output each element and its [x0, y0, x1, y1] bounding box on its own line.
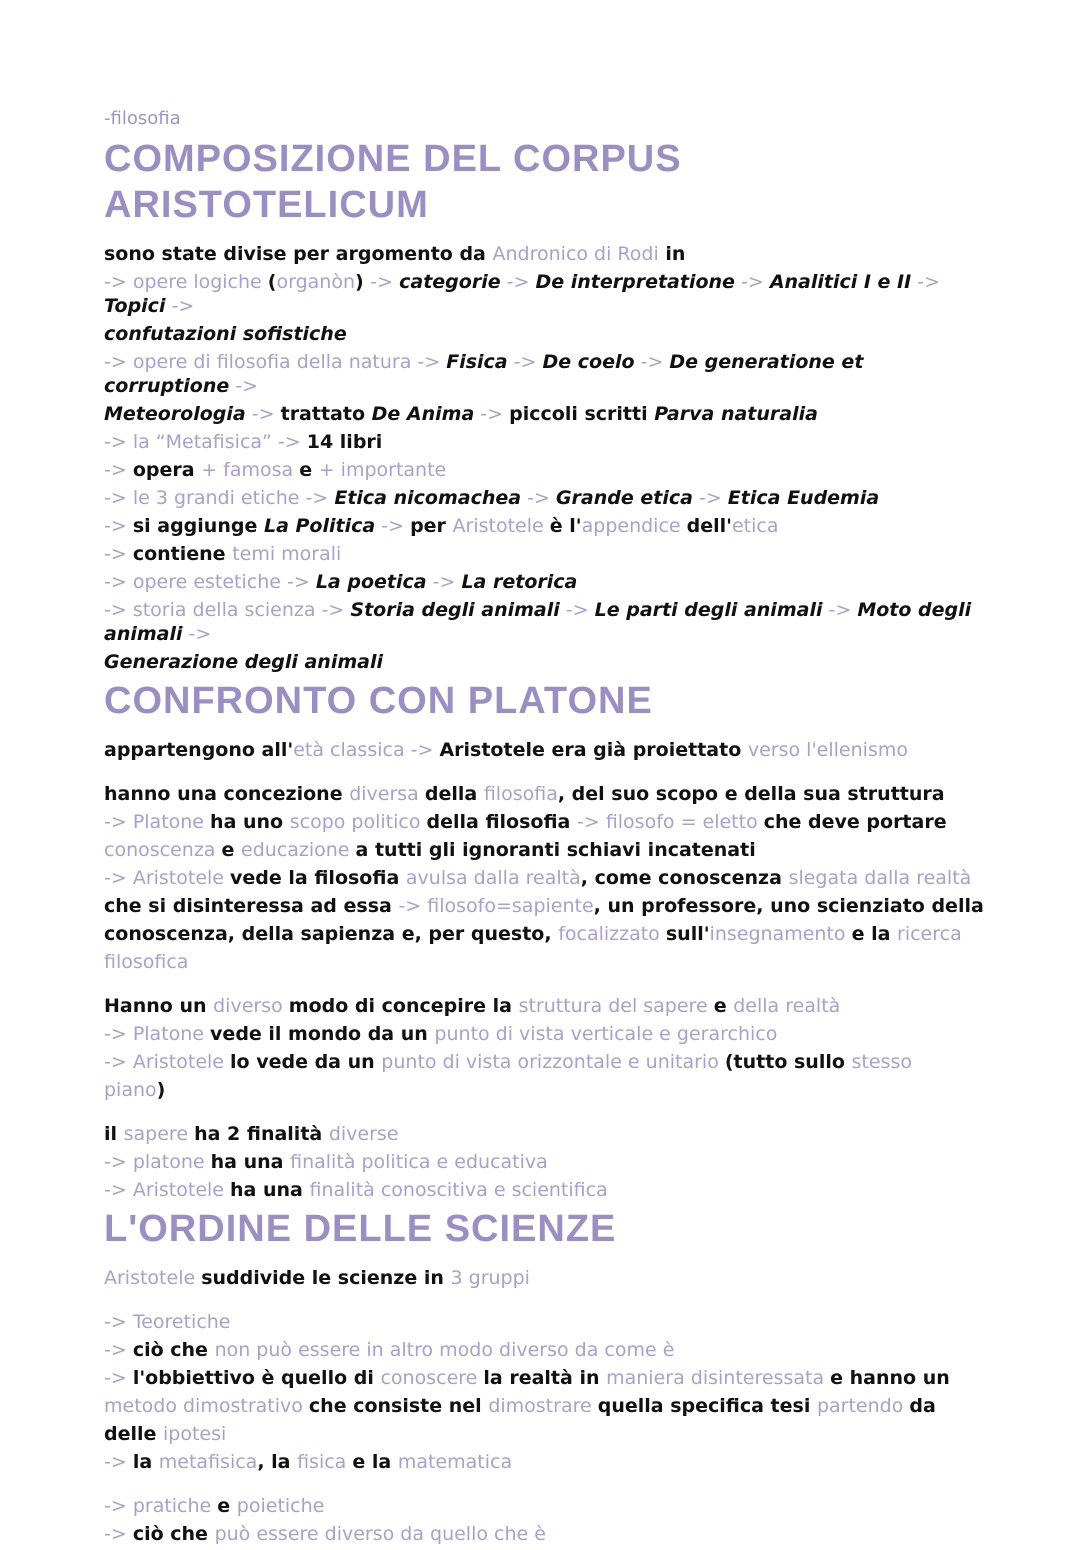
note-text: ciò che	[132, 1339, 215, 1361]
note-line	[104, 1266, 984, 1290]
note-text: Aristotele era già proiettato	[439, 739, 748, 761]
highlight-text: ->	[426, 571, 462, 593]
highlight-text: temi morali	[232, 543, 342, 565]
note-text: , la	[257, 1451, 298, 1473]
note-text: Grande etica	[555, 487, 693, 509]
section-title-corpus: COMPOSIZIONE DEL CORPUS ARISTOTELICUM	[104, 138, 682, 226]
highlight-text: ->	[104, 543, 133, 565]
note-text: il	[104, 1123, 124, 1145]
note-text: Analitici I e II	[769, 271, 912, 293]
note-text: )	[156, 1079, 166, 1101]
note-text: per	[410, 515, 453, 537]
highlight-text: dimostrare	[488, 1395, 598, 1417]
highlight-text: educazione	[241, 839, 356, 861]
note-line	[104, 1338, 984, 1362]
note-text: ciò che	[132, 1523, 215, 1545]
highlight-text: punto di vista orizzontale e unitario	[381, 1051, 725, 1073]
highlight-text: 3 gruppi	[450, 1267, 530, 1289]
highlight-text: ->	[104, 1367, 133, 1389]
note-line	[104, 994, 984, 1018]
note-line	[104, 838, 984, 862]
highlight-text: ->	[822, 599, 858, 621]
note-text: Etica Eudemia	[727, 487, 880, 509]
note-text: La poetica	[315, 571, 427, 593]
note-line	[104, 866, 984, 890]
highlight-text: appendice	[581, 515, 687, 537]
highlight-text: + famosa	[201, 459, 300, 481]
notes-page	[104, 108, 984, 1550]
highlight-text: filosofia	[483, 783, 558, 805]
highlight-text: -> Aristotele	[104, 1051, 231, 1073]
note-text: dell'	[686, 515, 732, 537]
note-text: (tutto sullo	[724, 1051, 852, 1073]
note-text: e	[217, 1495, 237, 1517]
note-line	[104, 242, 984, 266]
note-text: ha 2 finalità	[194, 1123, 329, 1145]
highlight-text: ->	[229, 375, 259, 397]
note-text: )	[354, 271, 371, 293]
note-text: Topici	[104, 295, 166, 317]
note-text: De coelo	[542, 351, 635, 373]
note-text: ha una	[210, 1151, 291, 1173]
highlight-text: -> platone	[104, 1151, 211, 1173]
note-line	[104, 810, 984, 834]
note-line	[104, 514, 984, 538]
note-text: , come conoscenza	[580, 867, 789, 889]
highlight-text: diverso	[213, 995, 289, 1017]
note-line	[104, 1494, 984, 1518]
highlight-text: organòn	[276, 271, 355, 293]
highlight-text: ->	[507, 351, 543, 373]
note-text: , del suo scopo e della sua struttura	[557, 783, 945, 805]
note-line	[104, 922, 984, 946]
note-text: De interpretatione	[535, 271, 735, 293]
note-text: Le parti degli animali	[594, 599, 823, 621]
note-text: appartengono all'	[104, 739, 294, 761]
highlight-text: -> Platone	[104, 1023, 211, 1045]
highlight-text: ->	[245, 403, 281, 425]
highlight-text: ->	[634, 351, 670, 373]
highlight-text: ->	[521, 487, 556, 509]
highlight-text: ->	[104, 1451, 133, 1473]
note-line	[104, 270, 984, 318]
note-line	[104, 738, 984, 762]
highlight-text: scopo politico	[289, 811, 427, 833]
highlight-text: avulsa dalla realtà	[405, 867, 581, 889]
highlight-text: ->	[104, 459, 133, 481]
highlight-text: -> storia della scienza ->	[104, 599, 351, 621]
highlight-text: -> pratiche	[104, 1495, 218, 1517]
highlight-text: ->	[500, 271, 536, 293]
note-text: confutazioni sofistiche	[104, 323, 347, 345]
highlight-text: poietiche	[236, 1495, 325, 1517]
highlight-text: -> filosofo = eletto	[577, 811, 764, 833]
highlight-text: piano	[104, 1079, 157, 1101]
note-text: La retorica	[461, 571, 578, 593]
highlight-text: della realtà	[733, 995, 841, 1017]
highlight-text: -> opere di filosofia della natura ->	[104, 351, 447, 373]
highlight-text: ->	[104, 1523, 133, 1545]
note-text: quella specifica tesi	[597, 1395, 817, 1417]
note-text: conoscenza, della sapienza e, per questo,	[104, 923, 559, 945]
note-text: Storia degli animali	[350, 599, 560, 621]
note-text: Meteorologia	[104, 403, 246, 425]
highlight-text: Andronico di Rodi	[492, 243, 659, 265]
highlight-text: ->	[692, 487, 728, 509]
highlight-text: ->	[734, 271, 770, 293]
highlight-text: diversa	[349, 783, 425, 805]
highlight-text: Aristotele	[104, 1267, 202, 1289]
note-line	[104, 1310, 984, 1334]
note-text: e hanno un	[830, 1367, 950, 1389]
note-text: vede la filosofia	[230, 867, 406, 889]
highlight-text: -> Platone	[104, 811, 211, 833]
note-text: Hanno un	[104, 995, 214, 1017]
note-text: è l'	[549, 515, 582, 537]
note-text: De Anima	[371, 403, 475, 425]
note-line	[104, 570, 984, 594]
note-line	[104, 430, 984, 454]
highlight-text: può essere diverso da quello che è	[214, 1523, 546, 1545]
section-body-corpus	[104, 242, 984, 674]
topic-label: -filosofia	[104, 108, 181, 129]
highlight-text: -> opere logiche	[104, 271, 268, 293]
highlight-text: ->	[559, 599, 595, 621]
note-line	[104, 1022, 984, 1046]
section-title-platone: CONFRONTO CON PLATONE	[104, 680, 653, 722]
highlight-text: -> opere estetiche ->	[104, 571, 316, 593]
note-text: De generatione et corruptione	[104, 351, 864, 397]
note-text: Parva naturalia	[654, 403, 818, 425]
note-text: e	[221, 839, 241, 861]
highlight-text: ->	[370, 271, 400, 293]
highlight-text: matematica	[397, 1451, 513, 1473]
highlight-text: ->	[375, 515, 411, 537]
highlight-text: ->	[911, 271, 941, 293]
highlight-text: non può essere in altro modo diverso da come è	[214, 1339, 675, 1361]
note-line	[104, 1450, 984, 1474]
note-line	[104, 1122, 984, 1146]
note-line	[104, 1394, 984, 1418]
paragraph-gap	[104, 1478, 984, 1494]
note-line	[104, 782, 984, 806]
note-text: in	[658, 243, 686, 265]
note-line	[104, 598, 984, 646]
note-text: della	[424, 783, 484, 805]
note-text: modo di concepire la	[288, 995, 519, 1017]
highlight-text: ->	[182, 623, 212, 645]
highlight-text: maniera disinteressata	[606, 1367, 831, 1389]
note-line	[104, 650, 984, 674]
note-text: , un professore, uno scienziato della	[593, 895, 984, 917]
highlight-text: ricerca	[897, 923, 962, 945]
highlight-text: età classica ->	[293, 739, 440, 761]
paragraph-gap	[104, 1106, 984, 1122]
note-text: che deve portare	[763, 811, 947, 833]
note-line	[104, 458, 984, 482]
note-line	[104, 322, 984, 346]
note-line	[104, 350, 984, 398]
note-text: vede il mondo da un	[210, 1023, 435, 1045]
note-text: 14 libri	[306, 431, 383, 453]
highlight-text: ->	[104, 1339, 133, 1361]
paragraph-gap	[104, 1294, 984, 1310]
highlight-text: -> la “Metafisica” ->	[104, 431, 307, 453]
highlight-text: -> Aristotele	[104, 867, 231, 889]
highlight-text: + importante	[318, 459, 447, 481]
note-text: Etica nicomachea	[334, 487, 522, 509]
highlight-text: ->	[474, 403, 510, 425]
note-text: piccoli scritti	[509, 403, 655, 425]
highlight-text: stesso	[851, 1051, 912, 1073]
note-line	[104, 1366, 984, 1390]
note-text: categorie	[399, 271, 501, 293]
highlight-text: Aristotele	[452, 515, 550, 537]
note-text: hanno una concezione	[104, 783, 350, 805]
highlight-text: partendo	[816, 1395, 910, 1417]
highlight-text: finalità politica e educativa	[290, 1151, 548, 1173]
note-text: e la	[352, 1451, 398, 1473]
note-text: opera	[132, 459, 202, 481]
note-text: sono state divise per argomento da	[104, 243, 493, 265]
note-line	[104, 542, 984, 566]
note-text: e	[713, 995, 734, 1017]
note-text: e la	[851, 923, 898, 945]
highlight-text: ->	[104, 515, 133, 537]
highlight-text: ->	[165, 295, 195, 317]
note-text: La Politica	[263, 515, 376, 537]
note-text: sull'	[665, 923, 710, 945]
note-text: ha una	[230, 1179, 310, 1201]
highlight-text: ipotesi	[163, 1423, 227, 1445]
note-text: l'obbiettivo è quello di	[132, 1367, 381, 1389]
section-title-scienze: L'ORDINE DELLE SCIENZE	[104, 1208, 617, 1250]
note-line	[104, 1178, 984, 1202]
note-text: delle	[104, 1423, 164, 1445]
note-text: si aggiunge	[132, 515, 264, 537]
highlight-text: punto di vista verticale e gerarchico	[434, 1023, 778, 1045]
highlight-text: conoscenza	[104, 839, 222, 861]
paragraph-gap	[104, 766, 984, 782]
note-text: la	[132, 1451, 159, 1473]
note-text: e	[299, 459, 319, 481]
note-line	[104, 1050, 984, 1074]
highlight-text: conoscere	[380, 1367, 484, 1389]
section-body-platone	[104, 738, 984, 1202]
note-line	[104, 894, 984, 918]
note-text: a tutti gli ignoranti schiavi incatenati	[355, 839, 756, 861]
highlight-text: insegnamento	[709, 923, 852, 945]
highlight-text: etica	[731, 515, 779, 537]
highlight-text: metafisica	[158, 1451, 258, 1473]
note-text: Fisica	[446, 351, 508, 373]
highlight-text: -> Teoretiche	[104, 1311, 231, 1333]
highlight-text: diverse	[328, 1123, 399, 1145]
highlight-text: sapere	[123, 1123, 195, 1145]
highlight-text: verso l'ellenismo	[747, 739, 908, 761]
note-text: della filosofia	[426, 811, 577, 833]
note-line	[104, 1422, 984, 1446]
note-text: ha uno	[210, 811, 290, 833]
note-text: che si disinteressa ad essa	[104, 895, 399, 917]
note-line	[104, 950, 984, 974]
paragraph-gap	[104, 978, 984, 994]
highlight-text: slegata dalla realtà	[788, 867, 972, 889]
note-line	[104, 486, 984, 510]
note-text: contiene	[132, 543, 233, 565]
note-text: suddivide le scienze in	[201, 1267, 451, 1289]
highlight-text: -> le 3 grandi etiche ->	[104, 487, 335, 509]
note-text: trattato	[280, 403, 372, 425]
note-text: che consiste nel	[308, 1395, 489, 1417]
note-text: la realtà in	[483, 1367, 607, 1389]
highlight-text: metodo dimostrativo	[104, 1395, 309, 1417]
note-line	[104, 1522, 984, 1546]
note-line	[104, 1150, 984, 1174]
note-text: Generazione degli animali	[104, 651, 383, 673]
note-text: (	[267, 271, 277, 293]
highlight-text: -> filosofo=sapiente	[398, 895, 594, 917]
note-line	[104, 402, 984, 426]
highlight-text: -> Aristotele	[104, 1179, 231, 1201]
note-text: da	[909, 1395, 936, 1417]
highlight-text: focalizzato	[558, 923, 666, 945]
note-text: lo vede da un	[230, 1051, 382, 1073]
highlight-text: fisica	[297, 1451, 353, 1473]
highlight-text: finalità conoscitiva e scientifica	[309, 1179, 608, 1201]
highlight-text: filosofica	[104, 951, 189, 973]
section-body-scienze	[104, 1266, 984, 1546]
note-text: Moto degli animali	[104, 599, 972, 645]
highlight-text: struttura del sapere	[518, 995, 714, 1017]
note-line	[104, 1078, 984, 1102]
